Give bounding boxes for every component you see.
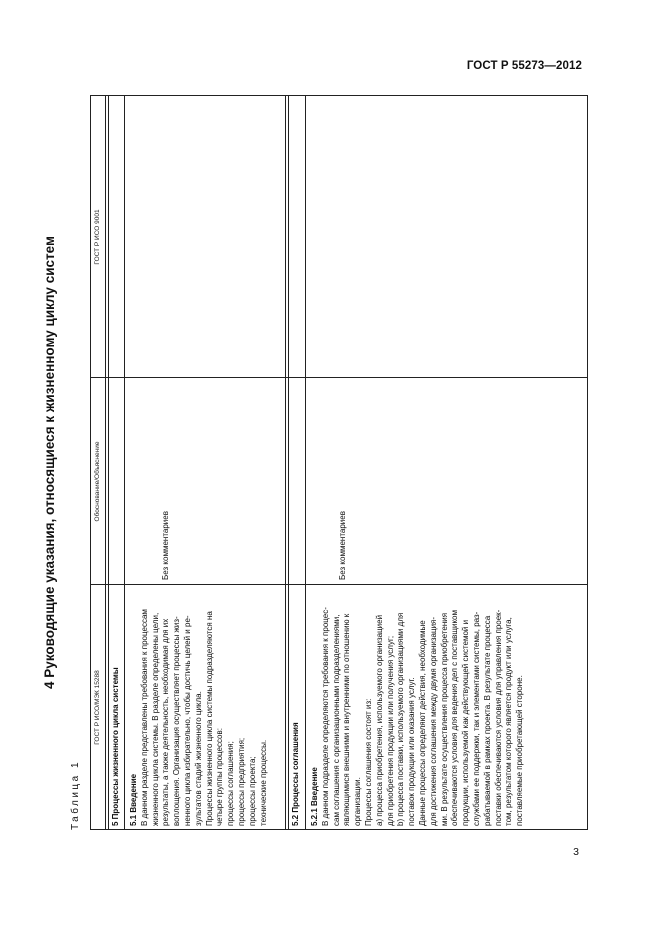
note-no-comments: Без комментариев	[161, 511, 170, 580]
column-header-justification: Обоснование/Объяснение	[94, 441, 101, 522]
text-line: технические процессы.	[258, 739, 268, 826]
cell-text-5-2-1	[310, 588, 526, 826]
header-row-separator-double	[108, 95, 109, 830]
document-code: ГОСТ Р 55273—2012	[466, 60, 582, 72]
column-header-gost-9001: ГОСТ Р ИСО 9001	[94, 209, 101, 265]
text-line: a) процесса приобретения, используемого организацией	[374, 614, 384, 826]
requirements-table	[90, 95, 588, 830]
row-separator	[305, 95, 306, 830]
text-line: зультатов стадий жизненного цикла.	[193, 691, 203, 826]
row-heading-5-1: 5.1 Введение	[129, 773, 138, 826]
table-border-left	[91, 829, 587, 830]
row-separator	[285, 95, 286, 830]
cell-text-5-1	[129, 588, 269, 826]
text-line: поставок продукции или оказания услуг.	[407, 677, 417, 826]
section-title: 4 Руководящие указания, относящиеся к жизненному циклу систем	[42, 236, 57, 689]
text-line: ми. В результате осуществления процесса приобретения	[439, 612, 449, 826]
text-line: поставляемые приобретающей стороне.	[515, 675, 525, 826]
row-separator-double	[288, 95, 289, 830]
text-line: рабатываемой в рамках проекта. В результате процесса	[482, 615, 492, 826]
text-line: процессы предприятия;	[236, 737, 246, 826]
row-heading-5-2-1: 5.2.1 Введение	[310, 767, 319, 826]
page-number: 3	[573, 846, 579, 858]
text-line: процессы проекта;	[247, 756, 257, 826]
text-line: В данном разделе представлены требования к процессам	[139, 609, 149, 826]
text-line: том, результатом которого является продукт или услуга,	[504, 617, 514, 826]
text-line: результаты, а также деятельность, необходимая для их	[161, 618, 171, 826]
column-separator	[91, 377, 587, 378]
header-row-separator	[105, 95, 106, 830]
text-line: Процессы соглашения состоят из:	[363, 698, 373, 826]
row-heading-5: 5 Процессы жизненного цикла системы	[111, 667, 120, 826]
text-line: процессы соглашения;	[226, 741, 236, 826]
text-line: поставки обеспечиваются условия для управления проек-	[493, 609, 503, 826]
text-line: ненного цикла избирательно, чтобы достичь целей и ре-	[182, 615, 192, 826]
text-line: Данные процессы определяют действия, необходимые	[417, 620, 427, 826]
text-line: службами ее поддержки, так и элементами системы, раз-	[471, 611, 481, 826]
table-label: Таблица 1	[70, 759, 81, 830]
text-line: сам соглашения с организационными подразделениями,	[331, 614, 341, 826]
text-line: b) процесса поставки, используемого организациями для	[396, 612, 406, 826]
text-line: организации.	[353, 777, 363, 826]
text-line: жизненного цикла системы. В разделе определены цели,	[150, 612, 160, 826]
text-line: являющимися внешними и внутренними по отношению к	[342, 613, 352, 826]
text-line: В данном подразделе определяются требования к процес-	[320, 607, 330, 826]
column-separator	[91, 584, 587, 585]
text-line: Процессы жизненного цикла системы подразделяются на	[204, 611, 214, 826]
text-line: продукции, используемой как действующей системой и	[461, 619, 471, 826]
table-border-right	[91, 95, 587, 96]
landscape-content	[42, 95, 590, 830]
text-line: воплощения. Организация осуществляет процессы жиз-	[172, 616, 182, 826]
row-separator	[124, 95, 125, 830]
text-line: для приобретения продукции или получения услуг;	[385, 635, 395, 826]
column-header-gost-15288: ГОСТ Р ИСО/МЭК 15288	[94, 670, 101, 745]
note-no-comments: Без комментариев	[338, 511, 347, 580]
text-line: для достижения соглашения между двумя организация-	[428, 616, 438, 826]
text-line: четыре группы процессов:	[215, 728, 225, 826]
row-heading-5-2: 5.2 Процессы соглашения	[291, 722, 300, 826]
text-line: обеспечиваются условия для ведения дел с поставщиком	[450, 610, 460, 826]
